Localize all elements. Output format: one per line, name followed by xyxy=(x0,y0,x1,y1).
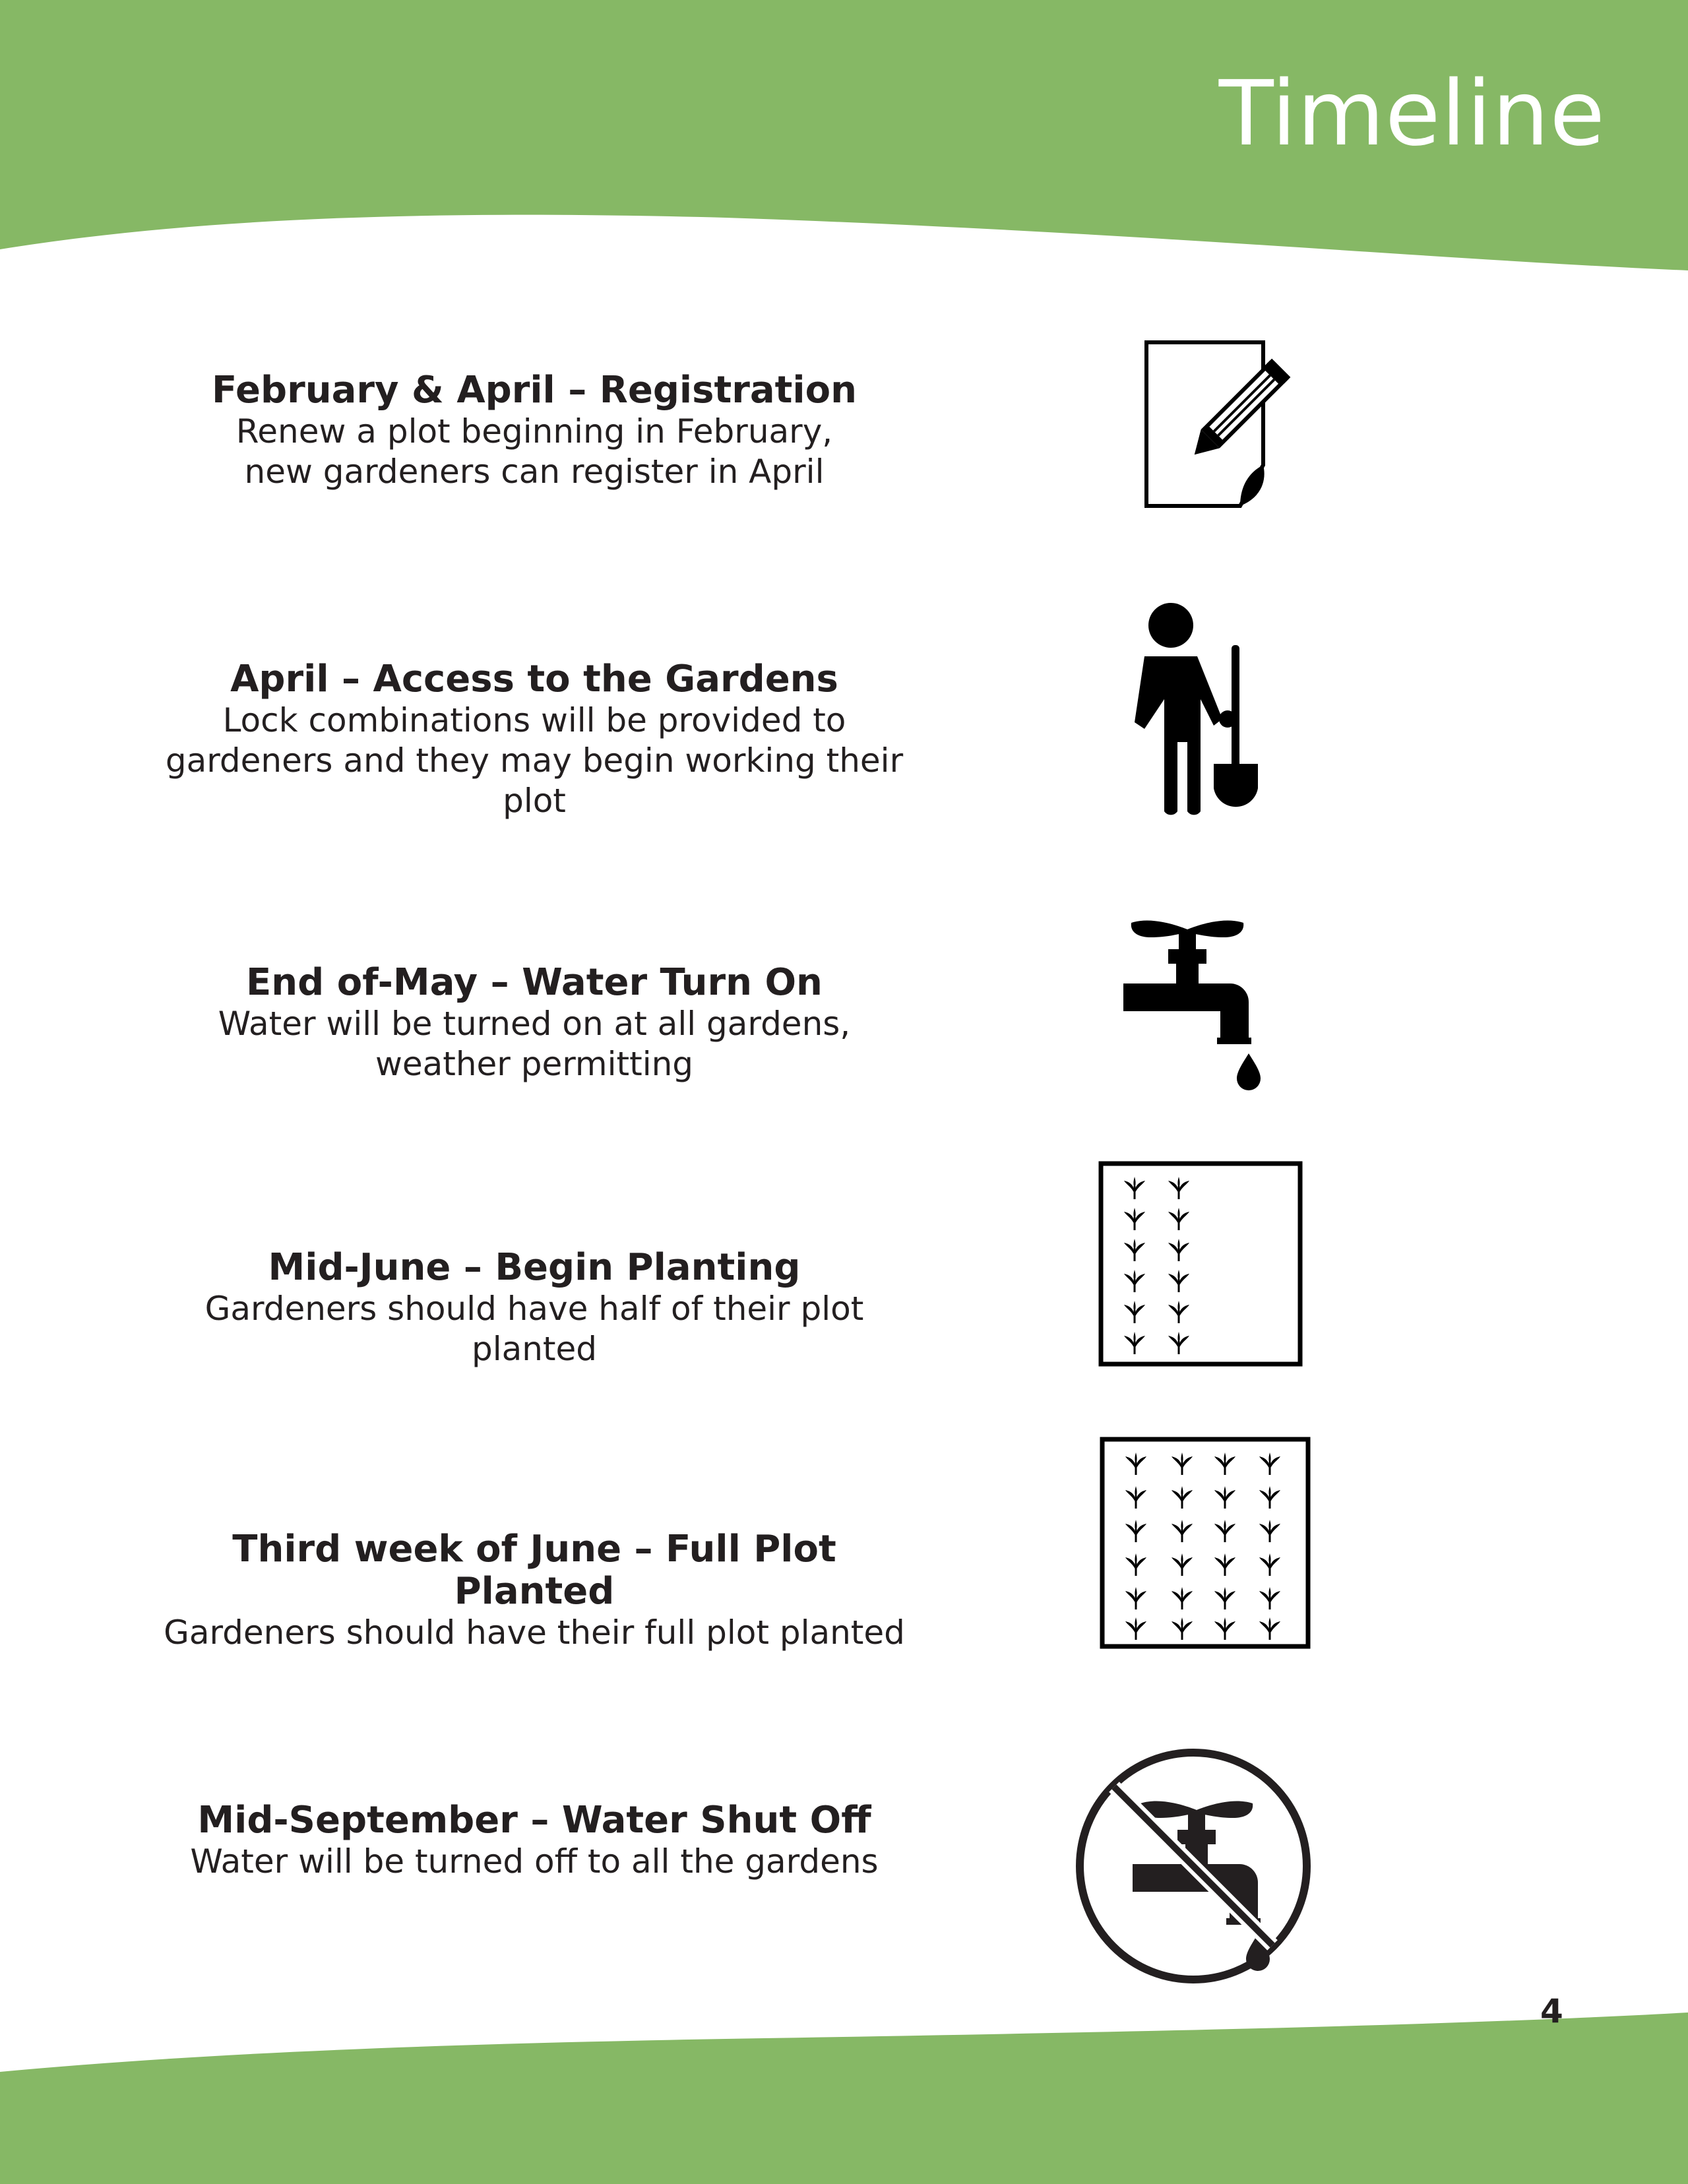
full-planted-plot-icon xyxy=(1100,1437,1311,1649)
entry-description-line: plot xyxy=(503,782,566,820)
entry-description-line: gardeners and they may begin working their xyxy=(165,741,904,780)
footer-band xyxy=(0,2012,1688,2184)
page-title: Timeline xyxy=(1218,62,1606,166)
entry-description-line: Renew a plot beginning in February, xyxy=(235,412,833,451)
water-faucet-icon xyxy=(1118,914,1276,1092)
no-water-icon xyxy=(1073,1745,1313,1987)
entry-description-line: Gardeners should have their full plot planted xyxy=(164,1613,905,1652)
half-planted-plot-icon xyxy=(1098,1161,1303,1367)
timeline-entry-full-plot xyxy=(152,1528,917,1653)
entry-heading: April – Access to the Gardens xyxy=(230,658,838,701)
entry-heading: Mid-June – Begin Planting xyxy=(268,1246,801,1289)
entry-heading: Mid-September – Water Shut Off xyxy=(197,1799,871,1842)
entry-description-line: planted xyxy=(471,1330,598,1368)
entry-description-line: Lock combinations will be provided to xyxy=(222,701,846,739)
entry-heading: End of-May – Water Turn On xyxy=(246,961,823,1004)
timeline-entry-water-on xyxy=(152,962,917,1084)
timeline-entry-water-off xyxy=(152,1799,917,1882)
timeline-entry-begin-planting xyxy=(152,1247,917,1369)
entry-description-line: new gardeners can register in April xyxy=(244,452,825,491)
entry-description-line: Water will be turned off to all the gardens xyxy=(190,1842,879,1881)
entry-description-line: weather permitting xyxy=(375,1045,694,1083)
entry-heading: Third week of June – Full Plot Planted xyxy=(232,1528,836,1613)
gardener-shovel-icon xyxy=(1111,600,1270,818)
entry-description-line: Gardeners should have half of their plot xyxy=(204,1290,864,1328)
timeline-entry-registration xyxy=(152,369,917,492)
timeline-entry-access xyxy=(152,658,917,821)
paper-pencil-icon xyxy=(1141,340,1313,511)
entry-heading: February & April – Registration xyxy=(212,369,857,412)
entry-description-line: Water will be turned on at all gardens, xyxy=(218,1005,851,1043)
page-number: 4 xyxy=(1540,1992,1563,2030)
